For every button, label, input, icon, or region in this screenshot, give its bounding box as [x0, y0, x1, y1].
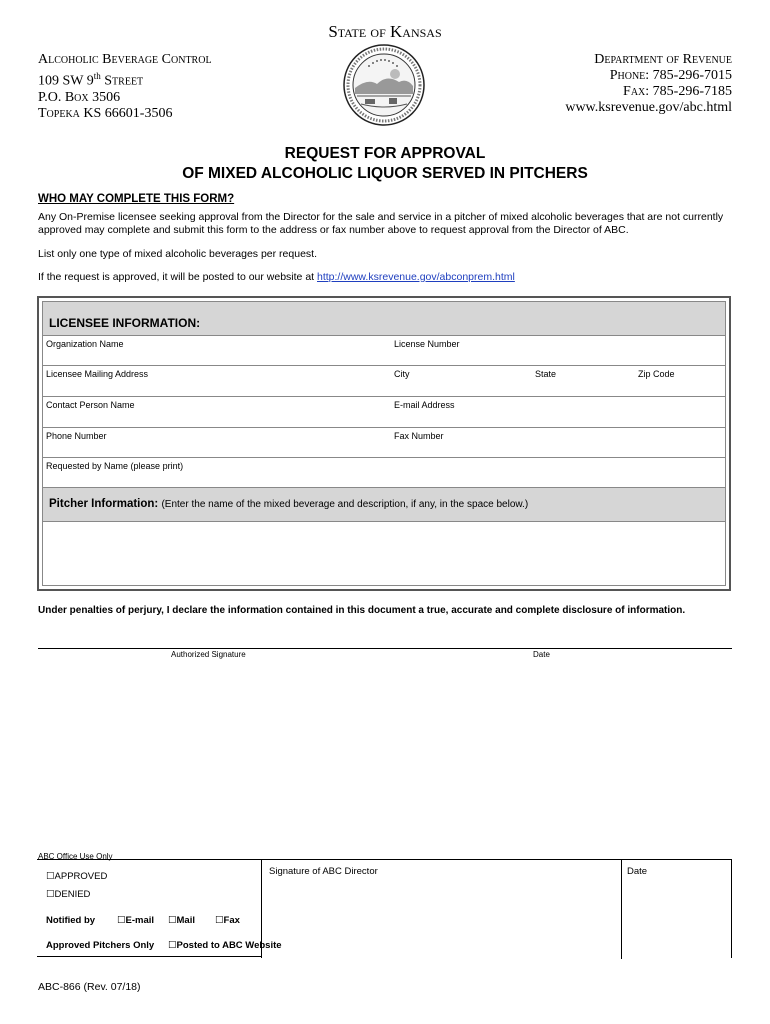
- director-date-field[interactable]: Date: [627, 866, 648, 877]
- organization-row: [43, 336, 725, 366]
- pitcher-description-area[interactable]: [43, 522, 725, 585]
- licensee-information-heading: LICENSEE INFORMATION:: [49, 316, 201, 330]
- pitcher-information-header: [43, 488, 725, 522]
- license-number-field[interactable]: License Number: [394, 339, 460, 349]
- form-number: ABC-866 (Rev. 07/18): [38, 981, 141, 993]
- state-field[interactable]: State: [535, 369, 557, 379]
- form-title-line-2: OF MIXED ALCOHOLIC LIQUOR SERVED IN PITCHERS: [182, 165, 588, 182]
- email-address-field[interactable]: E-mail Address: [394, 400, 455, 410]
- po-box: P.O. Box 3506: [38, 89, 121, 105]
- licensee-information-header: [43, 302, 725, 336]
- department-name: Department of Revenue: [594, 52, 732, 67]
- contact-row: [43, 397, 725, 428]
- instructions-paragraph: Any On-Premise licensee seeking approval from the Director for the sale and service in a pitcher of mixed alcoholic beverages that are not currently approved may complete and submit this form to the address or fax number above to request approval from the Director of ABC.: [38, 211, 724, 236]
- phone-number-field[interactable]: Phone Number: [46, 431, 107, 441]
- city-field[interactable]: City: [394, 369, 410, 379]
- mailing-address-field[interactable]: Licensee Mailing Address: [46, 369, 149, 379]
- posted-website-checkbox[interactable]: ☐Posted to ABC Website: [168, 940, 282, 951]
- state-title: State of Kansas: [328, 22, 442, 41]
- street-address: 109 SW 9th Street: [38, 71, 144, 89]
- requested-by-row: [43, 458, 725, 488]
- zip-code-field[interactable]: Zip Code: [638, 369, 675, 379]
- agency-name: Alcoholic Beverage Control: [38, 52, 212, 67]
- approved-checkbox[interactable]: ☐APPROVED: [46, 871, 108, 882]
- city-state-zip: Topeka KS 66601-3506: [38, 105, 173, 121]
- denied-checkbox[interactable]: ☐DENIED: [46, 889, 91, 900]
- requested-by-field[interactable]: Requested by Name (please print): [46, 461, 184, 471]
- office-use-label: ABC Office Use Only: [38, 852, 113, 861]
- who-may-complete-heading: WHO MAY COMPLETE THIS FORM?: [38, 193, 235, 205]
- phone-number: Phone: 785-296-7015: [609, 68, 732, 83]
- abc-address-block: [38, 52, 212, 122]
- mailing-address-row: [43, 366, 725, 397]
- approved-pitchers-label: Approved Pitchers Only: [46, 940, 155, 951]
- organization-name-field[interactable]: Organization Name: [46, 339, 124, 349]
- abconprem-link[interactable]: http://www.ksrevenue.gov/abconprem.html: [317, 271, 515, 283]
- phone-row: [43, 428, 725, 458]
- agency-website: www.ksrevenue.gov/abc.html: [565, 100, 732, 115]
- email-checkbox[interactable]: ☐E-mail: [117, 915, 155, 926]
- perjury-declaration: Under penalties of perjury, I declare the information contained in this document a true, accurate and complete disclosure of information.: [38, 605, 686, 616]
- contact-person-field[interactable]: Contact Person Name: [46, 400, 135, 410]
- one-type-note: List only one type of mixed alcoholic beverages per request.: [38, 248, 317, 260]
- posting-note: If the request is approved, it will be posted to our website at http://www.ksrevenue.gov/abconprem.html: [38, 271, 515, 283]
- mail-checkbox[interactable]: ☐Mail: [168, 915, 195, 926]
- fax-checkbox[interactable]: ☐Fax: [215, 915, 240, 926]
- fax-number: Fax: 785-296-7185: [623, 84, 732, 99]
- notified-by-label: Notified by: [46, 915, 96, 926]
- fax-number-field[interactable]: Fax Number: [394, 431, 444, 441]
- office-use-box: [37, 859, 732, 958]
- pitcher-instruction: (Enter the name of the mixed beverage and description, if any, in the space below.): [161, 499, 529, 510]
- pitcher-information-heading: Pitcher Information:: [49, 498, 159, 510]
- authorized-signature-label: Authorized Signature: [171, 650, 246, 659]
- dor-contact-block: [565, 52, 732, 116]
- signature-line[interactable]: [38, 648, 732, 649]
- form-title: [0, 144, 770, 184]
- kansas-state-seal-icon: [343, 44, 425, 126]
- director-signature-field[interactable]: Signature of ABC Director: [269, 866, 378, 877]
- licensee-information-box: [37, 296, 731, 591]
- signature-date-label: Date: [533, 650, 550, 659]
- form-title-line-1: REQUEST FOR APPROVAL: [284, 145, 486, 162]
